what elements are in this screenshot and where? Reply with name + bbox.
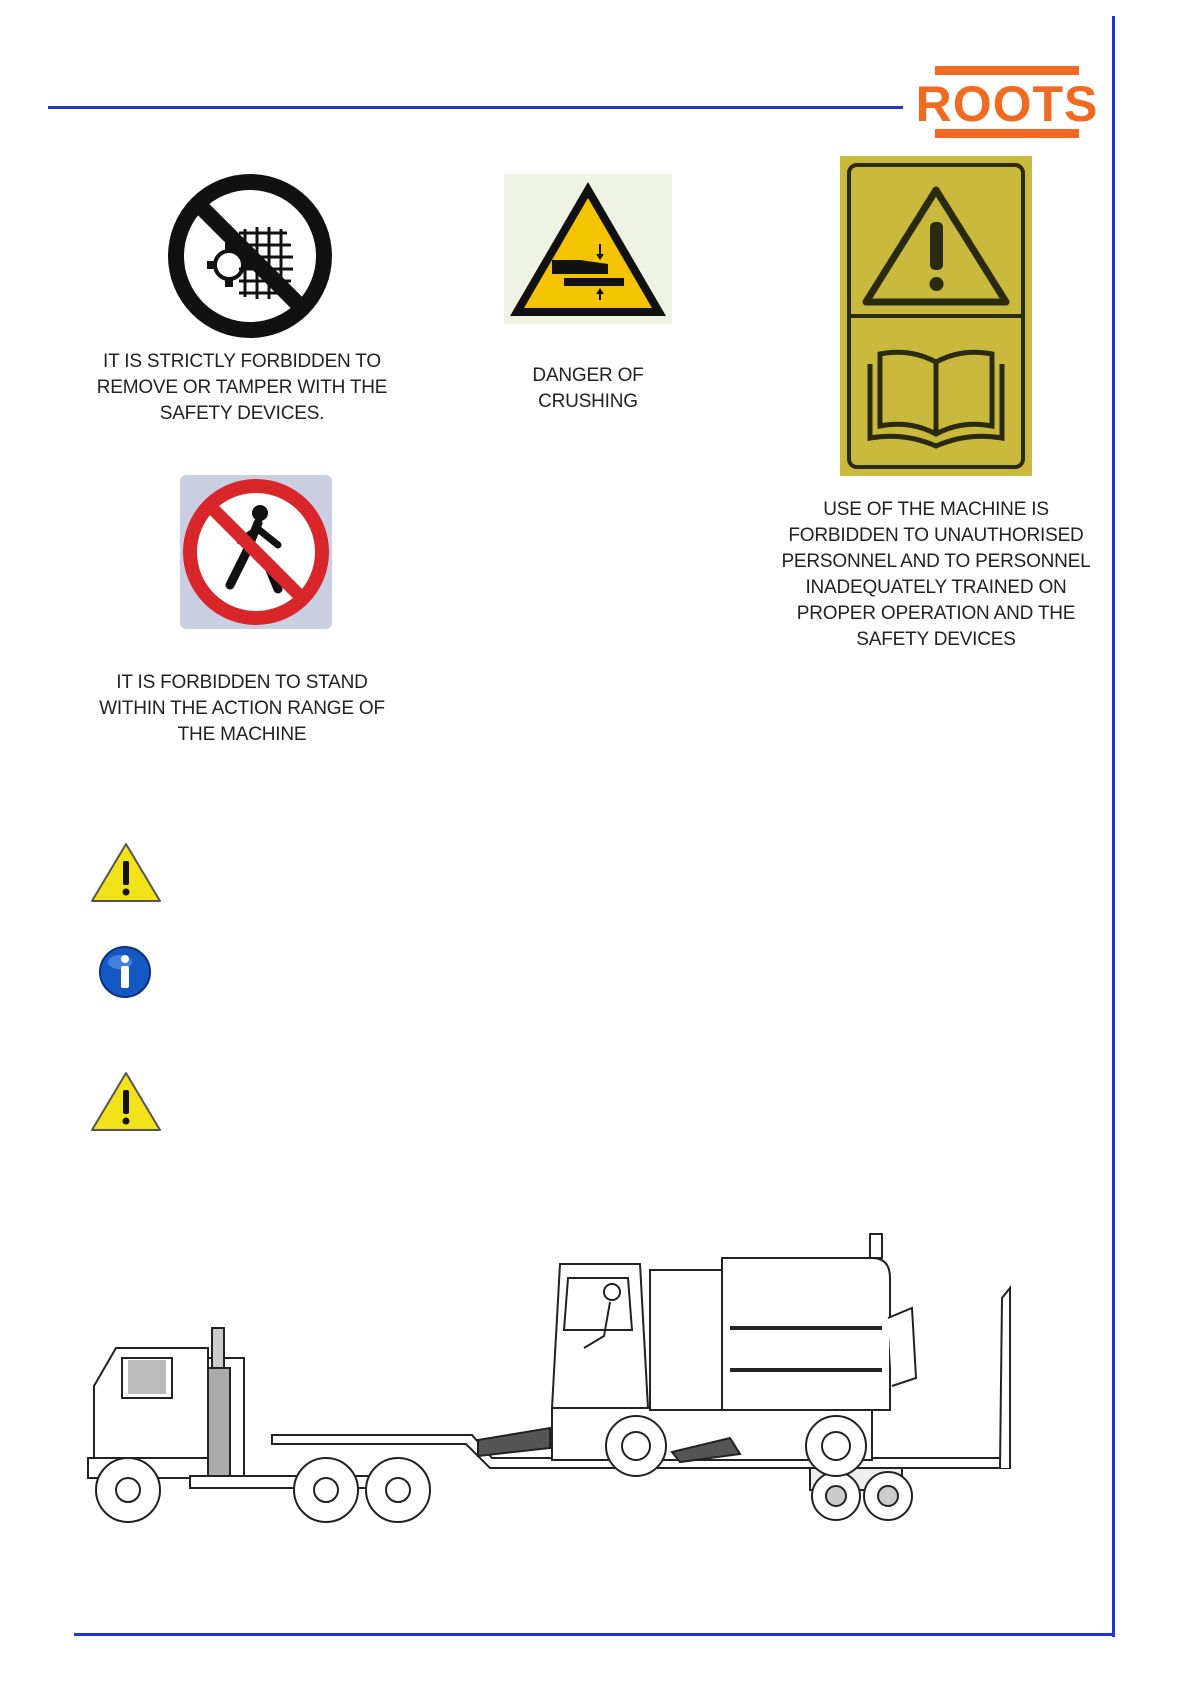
- crushing-hazard-warning-icon: [504, 174, 672, 329]
- roots-logo: [915, 66, 1099, 138]
- no-pedestrians-icon: [180, 475, 332, 634]
- warning-triangle-icon: [90, 841, 162, 910]
- no-tampering-safety-devices-icon: [167, 173, 333, 344]
- info-icon: [98, 945, 152, 1004]
- header-rule: [48, 106, 903, 109]
- sign-caption-crushing: DANGER OF CRUSHING: [532, 365, 644, 412]
- warning-triangle-icon: [90, 1070, 162, 1139]
- logo-text: ROOTS: [915, 76, 1099, 132]
- sign-caption-no-standing: IT IS FORBIDDEN TO STAND WITHIN THE ACTION RANGE OF THE MACHINE: [99, 672, 385, 745]
- sign-caption-authorised-use: USE OF THE MACHINE IS FORBIDDEN TO UNAUTHORISED PERSONNEL AND TO PERSONNEL INADEQUATELY TRAINED ON PROPER OPERATION AND THE SAFETY DEVICES: [781, 499, 1091, 650]
- warning-read-manual-icon: [840, 156, 1032, 481]
- sweeper-on-lowboy-trailer-illustration: [80, 1218, 1010, 1533]
- footer-rule: [74, 1633, 1115, 1636]
- right-margin-rule: [1112, 16, 1115, 1637]
- sign-caption-tampering: IT IS STRICTLY FORBIDDEN TO REMOVE OR TAMPER WITH THE SAFETY DEVICES.: [96, 351, 388, 424]
